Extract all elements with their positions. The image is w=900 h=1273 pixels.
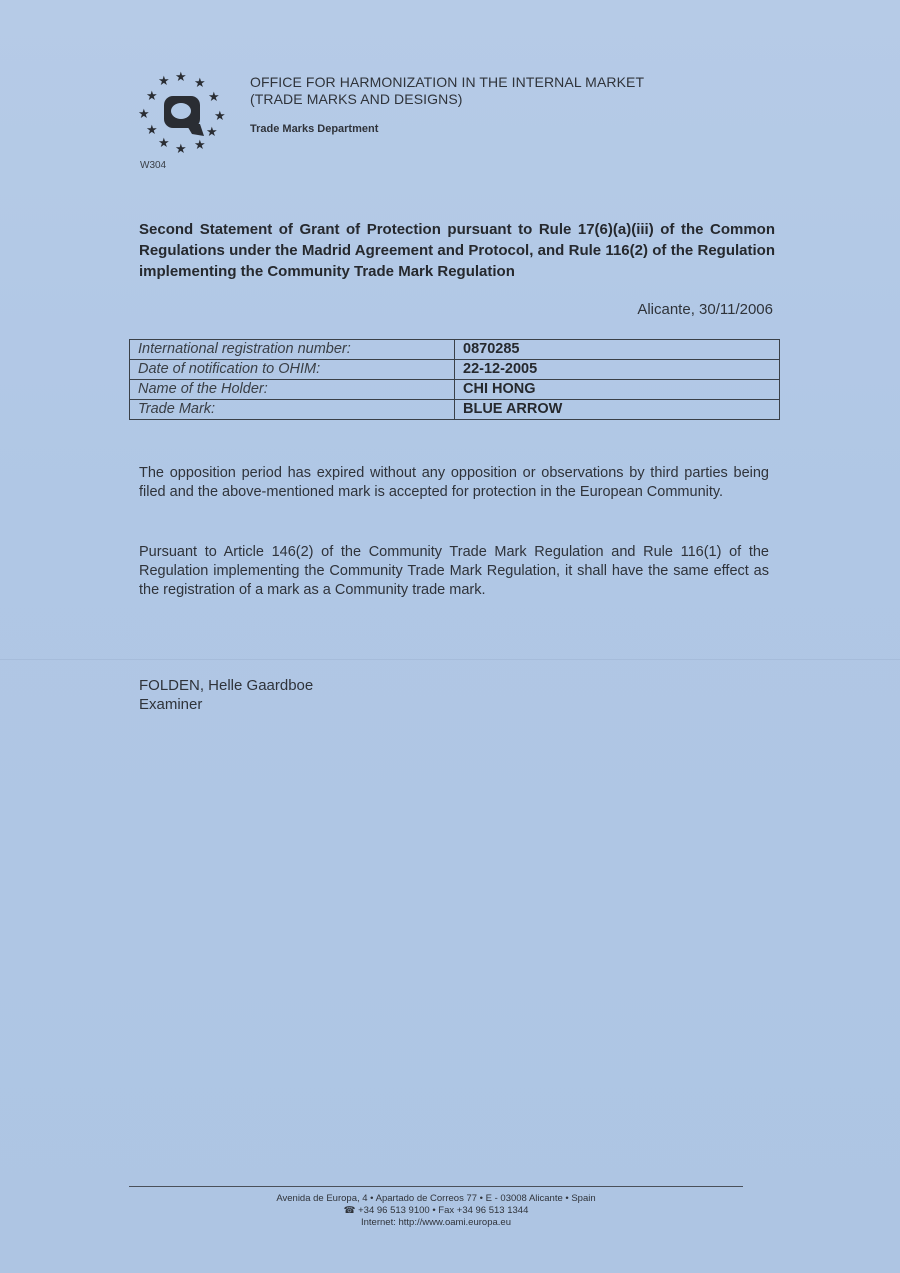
svg-text:★: ★: [214, 109, 226, 124]
row-label: Date of notification to OHIM:: [130, 360, 455, 380]
paper-fold-line: [0, 659, 900, 660]
svg-text:★: ★: [146, 123, 158, 138]
logo-code: W304: [140, 160, 167, 171]
row-label: Trade Mark:: [130, 400, 455, 420]
place-date: Alicante, 30/11/2006: [637, 301, 773, 318]
table-row: [130, 340, 780, 360]
row-value: 0870285: [455, 340, 780, 360]
svg-text:★: ★: [138, 107, 150, 122]
row-label: Name of the Holder:: [130, 380, 455, 400]
row-value: CHI HONG: [455, 380, 780, 400]
svg-text:★: ★: [146, 89, 158, 104]
office-name-line1: OFFICE FOR HARMONIZATION IN THE INTERNAL MARKET: [250, 74, 645, 90]
svg-text:★: ★: [175, 70, 187, 85]
office-name: [250, 74, 644, 108]
svg-text:★: ★: [158, 74, 170, 89]
footer-divider: [129, 1186, 743, 1187]
footer-contact: +34 96 513 9100 • Fax +34 96 513 1344: [358, 1205, 529, 1216]
telephone-icon: ☎: [343, 1205, 356, 1216]
ohim-emblem-icon: [134, 70, 234, 160]
body-paragraph-1: The opposition period has expired without any opposition or observations by third parties being filed and the above-mentioned mark is accepted for protection in the European Community.: [139, 465, 769, 500]
table-row: [130, 360, 780, 380]
table-row: [130, 380, 780, 400]
department-name: Trade Marks Department: [250, 123, 379, 135]
footer-internet: Internet: http://www.oami.europa.eu: [361, 1217, 511, 1228]
svg-text:★: ★: [206, 125, 218, 140]
row-value: 22-12-2005: [455, 360, 780, 380]
footer: [129, 1193, 743, 1229]
office-name-line2: (TRADE MARKS AND DESIGNS): [250, 91, 463, 107]
ohim-logo: [134, 70, 234, 160]
svg-text:★: ★: [175, 142, 187, 157]
signatory-name: FOLDEN, Helle Gaardboe: [139, 677, 314, 694]
document-title: Second Statement of Grant of Protection pursuant to Rule 17(6)(a)(iii) of the Common Regulations under the Madrid Agreement and Protocol, and Rule 116(2) of the Regulation implementing the Community Trade Mark Regulation: [139, 221, 775, 280]
svg-text:★: ★: [208, 90, 220, 105]
registration-table: [129, 339, 780, 420]
row-value: BLUE ARROW: [455, 400, 780, 420]
svg-text:★: ★: [194, 76, 206, 91]
signatory-role: Examiner: [139, 696, 203, 713]
footer-address: Avenida de Europa, 4 • Apartado de Correos 77 • E - 03008 Alicante • Spain: [276, 1193, 596, 1204]
table-row: [130, 400, 780, 420]
row-label: International registration number:: [130, 340, 455, 360]
body-paragraph-2: Pursuant to Article 146(2) of the Community Trade Mark Regulation and Rule 116(1) of the Regulation implementing the Community Trade Mark Regulation, it shall have the same effect as the registration of a mark as a Community trade mark.: [139, 544, 769, 598]
svg-text:★: ★: [158, 136, 170, 151]
svg-text:★: ★: [194, 138, 206, 153]
footer-contact-line: [129, 1205, 743, 1217]
